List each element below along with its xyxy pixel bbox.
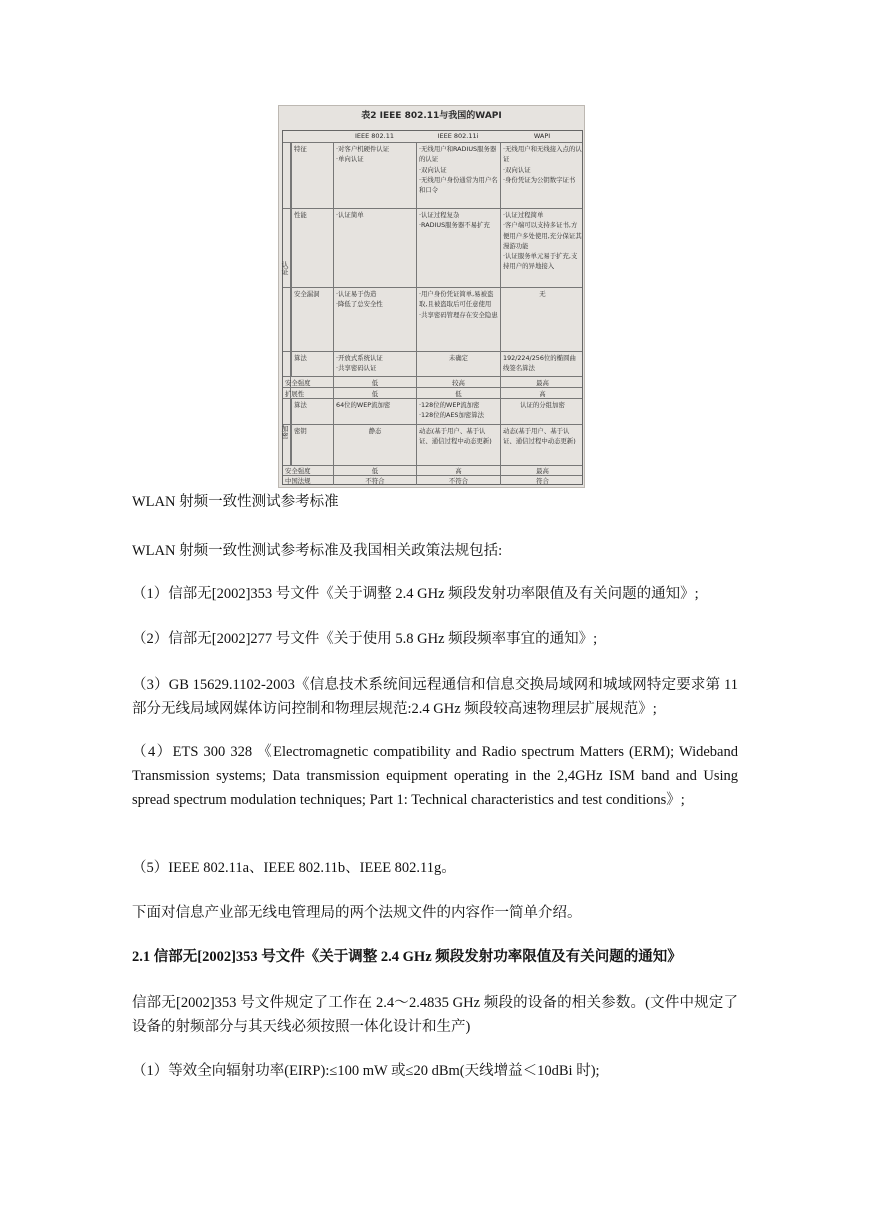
list-item-3: （3）GB 15629.1102-2003《信息技术系统间远程通信和信息交换局域网和城域网特定要求第 11 部分无线局域网媒体访问控制和物理层规范:2.4 GHz 频段较高速物理层扩展规范》;	[132, 677, 738, 717]
cell: 最高	[500, 466, 584, 475]
sub-item-1: （1）等效全向辐射功率(EIRP):≤100 mW 或≤20 dBm(天线增益＜10dBi 时);	[132, 1063, 600, 1079]
table-row	[283, 424, 582, 465]
row-label: 特征	[291, 143, 333, 208]
cell: 较高	[416, 377, 500, 387]
cell: 动态(基于用户、基于认证、通信过程中动态更新)	[500, 425, 584, 465]
cell: 认证的分组加密	[500, 399, 584, 424]
row-label: 算法	[291, 352, 333, 376]
table-row	[283, 387, 582, 398]
cell: 不符合	[333, 476, 416, 485]
cell: ·认证简单	[333, 209, 416, 287]
table-header-col2: IEEE 802.11i	[437, 132, 479, 140]
cell: ·对客户机硬件认证 ·单向认证	[333, 143, 416, 208]
cell: 高	[416, 466, 500, 475]
group-auth-label: 认证	[283, 142, 291, 398]
cell: ·认证过程复杂 ·RADIUS服务器不易扩充	[416, 209, 500, 287]
cell: ·认证易于伪造 ·降低了总安全性	[333, 288, 416, 351]
table-caption: WLAN 射频一致性测试参考标准	[132, 494, 339, 510]
cell: 未确定	[416, 352, 500, 376]
intro-paragraph: WLAN 射频一致性测试参考标准及我国相关政策法规包括:	[132, 543, 503, 559]
group-enc-label: 加密	[283, 398, 291, 465]
cell: 低	[416, 388, 500, 398]
cell: 静态	[333, 425, 416, 465]
table-title: 表2 IEEE 802.11与我国的WAPI	[361, 111, 502, 121]
cell: ·开放式系统认证 ·共享密码认证	[333, 352, 416, 376]
cell: ·用户身份凭证简单,易被盗取,且被盗取后可任意使用 ·共享密码管理存在安全隐患	[416, 288, 500, 351]
table-header-col1: IEEE 802.11	[354, 132, 395, 140]
cell: 64位的WEP流加密	[333, 399, 416, 424]
list-item-4: （4）ETS 300 328 《Electromagnetic compatibility and Radio spectrum Matters (ERM); Wideband Transmission systems; Data transmission equipment operating in the 2,4GHz ISM band and Using spread spectrum modulation techniques; Part 1: Technical characteristics and test conditions》;	[132, 744, 738, 808]
row-label: 扩展性	[285, 390, 305, 398]
table-row	[283, 351, 582, 376]
cell: 无	[500, 288, 584, 351]
table-row	[283, 287, 582, 351]
cell: ·无线用户和RADIUS服务器的认证 ·双向认证 ·无线用户身份通常为用户名和口令	[416, 143, 500, 208]
cell: ·128位的WEP流加密 ·128位的AES加密算法	[416, 399, 500, 424]
list-item-5: （5）IEEE 802.11a、IEEE 802.11b、IEEE 802.11g。	[132, 860, 456, 876]
table-row	[283, 208, 582, 287]
table-row	[283, 465, 582, 475]
row-label: 中国法规	[285, 477, 311, 485]
cell: 低	[333, 388, 416, 398]
comparison-table	[282, 130, 583, 485]
row-label: 性能	[291, 209, 333, 287]
lead-paragraph: 下面对信息产业部无线电管理局的两个法规文件的内容作一简单介绍。	[132, 905, 582, 921]
table-header-col3: WAPI	[533, 132, 551, 140]
cell: 低	[333, 466, 416, 475]
list-item-1: （1）信部无[2002]353 号文件《关于调整 2.4 GHz 频段发射功率限值及有关问题的通知》;	[132, 586, 699, 602]
cell: ·无线用户和无线接入点的认证 ·双向认证 ·身份凭证为公钥数字证书	[500, 143, 584, 208]
cell: ·认证过程简单 ·客户端可以支持多证书,方便用户多处使用,充分保证其漫游功能 ·认证服务单元易于扩充,支持用户的异地接入	[500, 209, 584, 287]
table-row	[283, 398, 582, 424]
table-row	[283, 475, 582, 485]
table-image	[278, 105, 585, 488]
cell: 动态(基于用户、基于认证、通信过程中动态更新)	[416, 425, 500, 465]
cell: 最高	[500, 377, 584, 387]
section-heading: 2.1 信部无[2002]353 号文件《关于调整 2.4 GHz 频段发射功率限值及有关问题的通知》	[132, 949, 682, 965]
cell: 符合	[500, 476, 584, 485]
cell: 192/224/256位的椭圆曲线签名算法	[500, 352, 584, 376]
row-label: 安全强度	[285, 467, 311, 475]
table-row	[283, 376, 582, 387]
table-row	[283, 142, 582, 208]
cell: 不符合	[416, 476, 500, 485]
row-label: 算法	[291, 399, 333, 424]
row-label: 安全强度	[285, 379, 311, 387]
list-item-2: （2）信部无[2002]277 号文件《关于使用 5.8 GHz 频段频率事宜的通知》;	[132, 631, 598, 647]
row-label: 安全漏洞	[291, 288, 333, 351]
cell: 高	[500, 388, 584, 398]
section-paragraph: 信部无[2002]353 号文件规定了工作在 2.4～2.4835 GHz 频段的设备的相关参数。(文件中规定了设备的射频部分与其天线必须按照一体化设计和生产)	[132, 995, 738, 1035]
row-label: 密钥	[291, 425, 333, 465]
cell: 低	[333, 377, 416, 387]
